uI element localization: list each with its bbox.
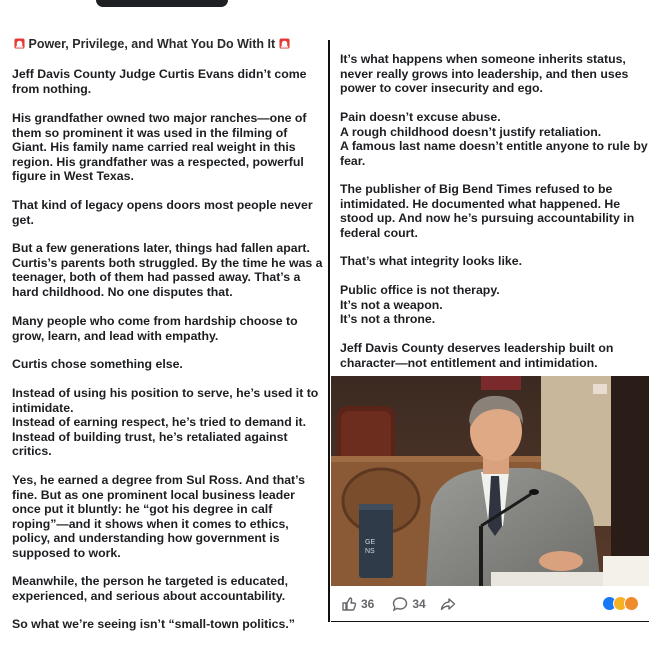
thumbs-up-icon bbox=[341, 596, 357, 612]
share-button[interactable] bbox=[440, 596, 456, 612]
post-title-row bbox=[14, 37, 326, 51]
paragraph: That kind of legacy opens doors most people never get. bbox=[12, 198, 313, 227]
share-arrow-icon bbox=[440, 596, 456, 612]
paragraph: Jeff Davis County deserves leadership built on character—not entitlement and intimidation. bbox=[340, 341, 614, 370]
courtroom-photo-illustration bbox=[331, 376, 649, 586]
comment-count: 34 bbox=[412, 597, 426, 611]
paragraph: His grandfather owned two major ranches—one of them so prominent it was used in the filming of Giant. His family name carried real weight in this region. His grandfather was a respected, powerful figure in West Texas. bbox=[12, 111, 307, 184]
paragraph: The publisher of Big Bend Times refused to be intimidated. He documented what happened. He stood up. And now he’s pursuing accountability in federal court. bbox=[340, 182, 635, 240]
comment-bubble-icon bbox=[392, 596, 408, 612]
paragraph: That’s what integrity looks like. bbox=[340, 254, 522, 268]
paragraph: Meanwhile, the person he targeted is educated, experienced, and serious about accountability. bbox=[12, 574, 289, 603]
rotating-light-icon bbox=[14, 38, 25, 49]
reaction-summary[interactable] bbox=[602, 596, 639, 611]
paragraph: Yes, he earned a degree from Sul Ross. And that’s fine. But as one prominent local business leader once put it bluntly: he “got his degree in calf roping”—and it shows when it comes to ethics, policy, and understanding how government is supposed to work. bbox=[12, 473, 305, 560]
paragraph: But a few generations later, things had fallen apart. Curtis’s parents both struggled. By the time he was a teenager, both of them had passed away. That’s a hard childhood. No one disputes that. bbox=[12, 241, 323, 299]
paragraph: Instead of using his position to serve, he’s used it to intimidate. Instead of earning respect, he’s tried to demand it. Instead of building trust, he’s retaliated against critics. bbox=[12, 386, 319, 459]
post-title: Power, Privilege, and What You Do With It bbox=[28, 37, 276, 51]
post-bottom-border bbox=[331, 621, 649, 622]
paragraph: It’s what happens when someone inherits status, never really grows into leadership, and then uses power to cover insecurity and ego. bbox=[340, 52, 629, 96]
rotating-light-icon bbox=[279, 38, 290, 49]
mug-text: GE NS bbox=[365, 539, 376, 555]
paragraph: Curtis chose something else. bbox=[12, 357, 183, 371]
like-button[interactable] bbox=[341, 596, 374, 612]
paragraph: Many people who come from hardship choose to grow, learn, and lead with empathy. bbox=[12, 314, 298, 343]
paragraph: Pain doesn’t excuse abuse. A rough childhood doesn’t justify retaliation. A famous last name doesn’t entitle anyone to rule by fear. bbox=[340, 110, 648, 168]
column-divider bbox=[328, 40, 330, 622]
post-photo[interactable] bbox=[331, 376, 649, 586]
paragraph: So what we’re seeing isn’t “small-town politics.” bbox=[12, 617, 295, 631]
post-action-bar bbox=[331, 590, 649, 618]
paragraph: Jeff Davis County Judge Curtis Evans didn’t come from nothing. bbox=[12, 67, 307, 96]
haha-reaction-icon bbox=[624, 596, 639, 611]
comment-button[interactable] bbox=[392, 596, 425, 612]
paragraph: Public office is not therapy. It’s not a weapon. It’s not a throne. bbox=[340, 283, 500, 327]
like-count: 36 bbox=[361, 597, 375, 611]
